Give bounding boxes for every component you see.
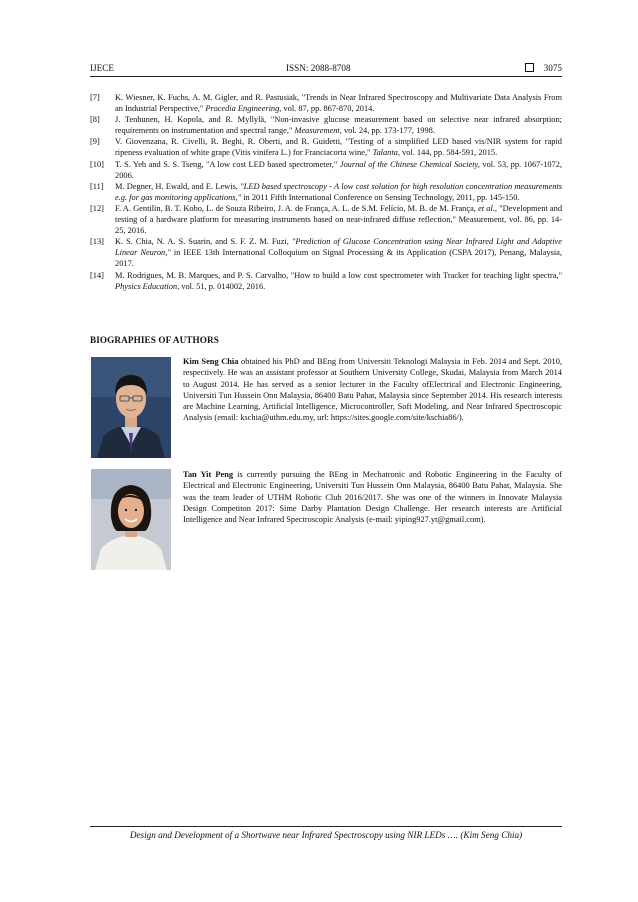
author-name: Tan Yit Peng <box>183 470 234 479</box>
issn: ISSN: 2088-8708 <box>286 63 351 73</box>
journal-name: IJECE <box>90 63 114 73</box>
reference-item: [11] M. Degner, H. Ewald, and E. Lewis, "LED based spectroscopy - A low cost solution for high resolution concentration measurements e.g. for gas monitoring applications," in 2011 Fifth International Conference on Sensing Technology, 2011, pp. 145-150. <box>90 181 562 202</box>
reference-item: [8] J. Tenhunen, H. Kopola, and R. Myllylä, "Non-invasive glucose measurement based on selective near infrared absorption; requirements on instrumentation and spectral range," Measurement, vol. 24, pp. 173-177, 1998. <box>90 115 562 136</box>
reference-item: [10] T. S. Yeh and S. S. Tseng, "A low cost LED based spectrometer," Journal of the Chinese Chemical Society, vol. 53, pp. 1067-1072, 2006. <box>90 159 562 180</box>
reference-number: [8] <box>90 115 100 125</box>
portrait-man-icon <box>91 357 171 458</box>
page-number-group <box>525 61 562 75</box>
author-bio-tan-yit-peng: Tan Yit Peng is currently pursuing the BEng in Mechatronic and Robotic Engineering in the Faculty of Electrical and Electronic Engineering, Universiti Tun Hussein Onn Malaysia, 86400 Batu Pahat, Malaysia. She was the team leader of UTHM Robotic Club 2016/2017. She was one of the winners in Innovate Malaysia Design Competiton 2017: Sime Darby Plantation Design Challenge. Her research interests are Artificial Intelligence and Near Infrared Spectroscopic Analysis (e-mail: yiping927.yt@gmail.com). <box>183 470 562 525</box>
author-photo-kim-seng-chia <box>91 357 171 458</box>
reference-item: [9] V. Giovenzana, R. Civelli, R. Beghi, R. Oberti, and R. Guidetti, "Testing of a simplified LED based vis/NIR system for rapid ripeness evaluation of white grape (Vitis vinifera L.) for Franciacorta wine," Talanta, vol. 144, pp. 584-591, 2015. <box>90 137 562 158</box>
reference-number: [9] <box>90 137 100 147</box>
checkbox-square-icon <box>525 63 534 72</box>
reference-item: [13] K. S. Chia, N. A. S. Suarin, and S. F. Z. M. Fuzi, "Prediction of Glucose Concentration using Near Infrared Light and Adaptive Linear Neuron," in IEEE 13th International Colloquium on Signal Processing & its Application (CSPA 2017), Penang, Malaysia, 2017. <box>90 237 562 269</box>
biographies-heading: BIOGRAPHIES OF AUTHORS <box>90 335 219 345</box>
reference-number: [14] <box>90 270 104 280</box>
reference-number: [13] <box>90 237 104 247</box>
reference-item: [12] F. A. Gentilin, B. T. Kobo, L. de Souza Ribeiro, J. A. de França, A. L. de S.M. Felício, M. B. de M. França, et al., "Development and testing of a hardware platform for measuring instruments based on near-infrared diffuse reflection," Measurement, vol. 86, pp. 14-25, 2016. <box>90 203 563 236</box>
author-bio-kim-seng-chia: Kim Seng Chia obtained his PhD and BEng from Universiti Teknologi Malaysia in Feb. 2014 and Sept. 2010, respectively. He was an assistant professor at Southern University College, Skudai, Malaysia from March 2014 to August 2014. He has served as a senior lecturer in the Faculty ofElectrical and Electronic Engineering, Universiti Tun Hussein Onn Malaysia, 86400 Batu Pahat, Malaysia since September 2014. His research interests are Machine Learning, Artificial Intelligence, Microcontroller, Soft Modeling, and Near Infrared Spectroscopic Analysis (email: kschia@uthm.edu.my, url: https://sites.google.com/site/kschia86/). <box>183 357 562 423</box>
reference-number: [11] <box>90 181 104 191</box>
reference-item: [14] M. Rodrigues, M. B. Marques, and P. S. Carvalho, "How to build a low cost spectrometer with Tracker for teaching light spectra," Physics Education, vol. 51, p. 014002, 2016. <box>90 270 562 291</box>
header-rule <box>90 76 562 77</box>
reference-number: [10] <box>90 159 104 169</box>
page-footer: Design and Development of a Shortwave near Infrared Spectroscopy using NIR LEDs …. (Kim Seng Chia) <box>129 830 523 840</box>
reference-number: [7] <box>90 93 100 102</box>
portrait-woman-icon <box>91 469 171 570</box>
reference-list <box>90 92 562 292</box>
reference-number: [12] <box>90 203 104 213</box>
reference-item: [7] K. Wiesner, K. Fuchs, A. M. Gigler, and R. Pastusiak, "Trends in Near Infrared Spectroscopy and Multivariate Data Analysis From an Industrial Perspective," Procedia Engineering, vol. 87, pp. 867-870, 2014. <box>90 93 562 114</box>
page-number: 3075 <box>543 63 562 73</box>
author-name: Kim Seng Chia <box>183 357 239 366</box>
page-header <box>90 61 562 75</box>
footer-rule <box>90 826 562 827</box>
author-photo-tan-yit-peng <box>91 469 171 570</box>
